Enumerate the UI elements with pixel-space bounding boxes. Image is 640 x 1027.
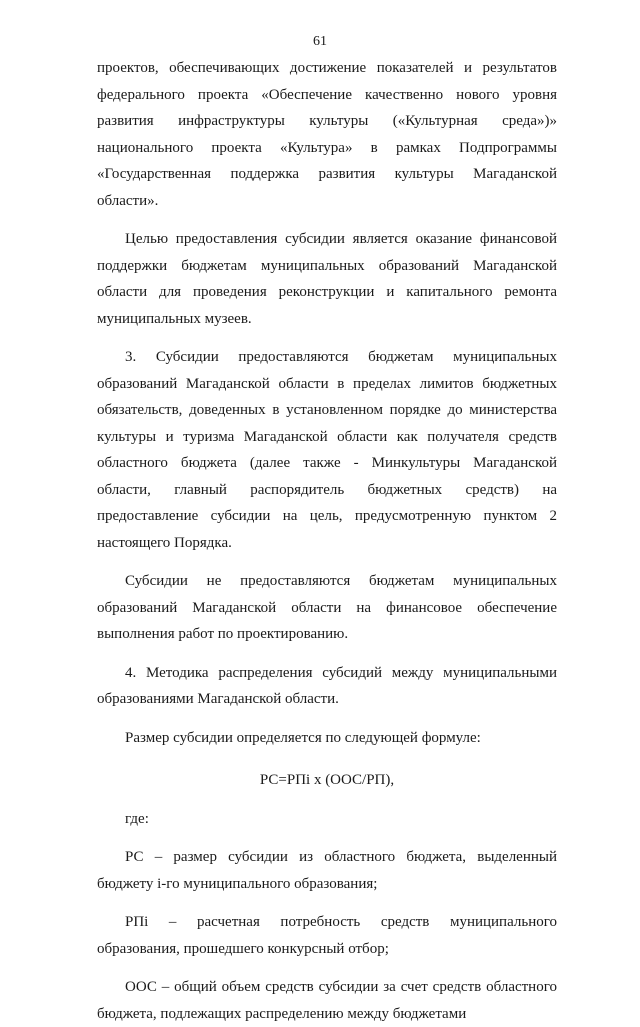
paragraph-project-continuation: проектов, обеспечивающих достижение показателей и результатов федерального проекта «Обеспечение качественно нового уровня развития инфраструктуры культуры («Культурная среда»)» национального проекта «Культура» в рамках Подпрограммы «Государственная поддержка развития культуры Магаданской области». [97, 60, 557, 209]
paragraph-item-3: 3. Субсидии предоставляются бюджетам муниципальных образований Магаданской области в пределах лимитов бюджетных обязательств, доведенных в установленном порядке до министерства культуры и туризма Магаданской области как получателя средств областного бюджета (далее также - Минкультуры Магаданской области, главный распорядитель бюджетных средств) на предоставление субсидии на цель, предусмотренную пунктом 2 настоящего Порядка. [97, 349, 557, 551]
paragraph-formula-intro: Размер субсидии определяется по следующей формуле: [125, 729, 481, 746]
paragraph-subsidy-purpose: Целью предоставления субсидии является оказание финансовой поддержки бюджетам муниципальных образований Магаданской области для проведения реконструкции и капитального ремонта муниципальных музеев. [97, 231, 557, 327]
definition-rs: РС – размер субсидии из областного бюджета, выделенный бюджету i-го муниципального образования; [97, 849, 557, 892]
page-number: 61 [313, 34, 327, 49]
paragraph-subsidy-exclusion: Субсидии не предоставляются бюджетам муниципальных образований Магаданской области на финансовое обеспечение выполнения работ по проектированию. [97, 573, 557, 642]
paragraph-where: где: [125, 810, 149, 827]
definition-oos: ООС – общий объем средств субсидии за счет средств областного бюджета, подлежащих распределению между бюджетами [97, 979, 557, 1022]
definition-rpi: РПi – расчетная потребность средств муниципального образования, прошедшего конкурсный отбор; [97, 914, 557, 957]
paragraph-item-4: 4. Методика распределения субсидий между муниципальными образованиями Магаданской области. [97, 664, 557, 707]
document-body [97, 55, 557, 1027]
formula: РС=РПi х (ООС/РП), [259, 772, 395, 788]
